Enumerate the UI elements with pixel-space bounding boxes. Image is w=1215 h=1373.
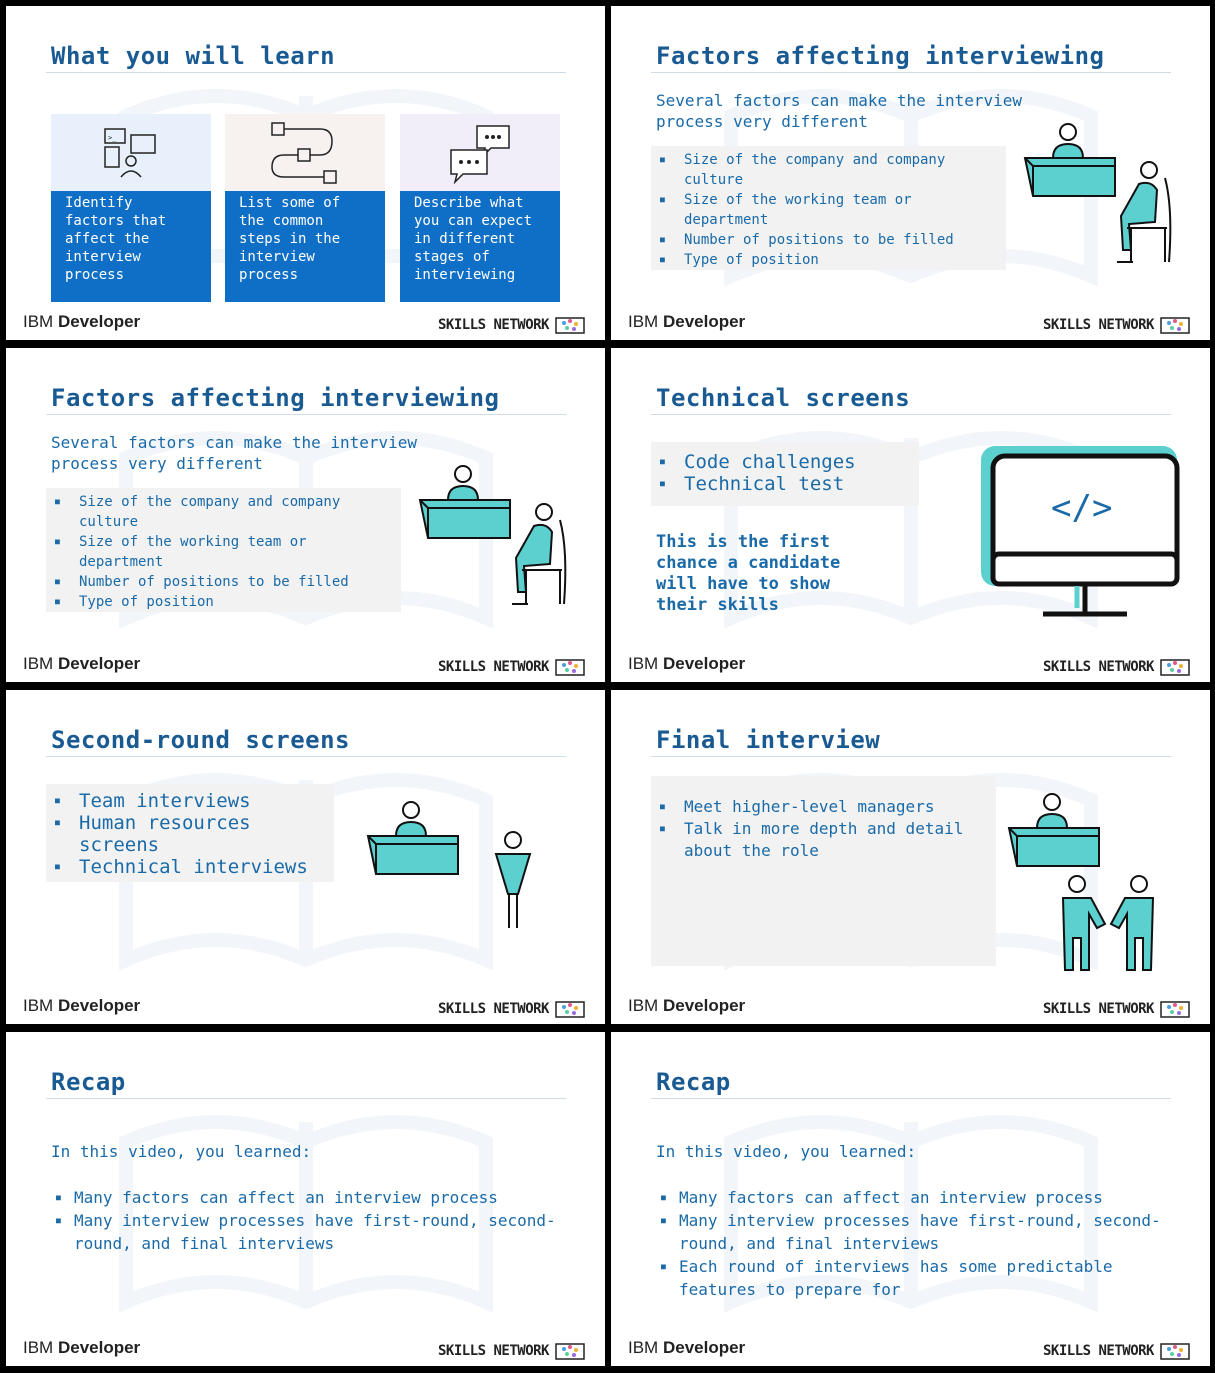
skills-network-icon <box>555 1342 585 1360</box>
list-item: ■ Each round of interviews has some predictable features to prepare for <box>679 1255 1179 1301</box>
skills-network-icon <box>1160 658 1190 676</box>
factor-list <box>651 146 1006 270</box>
title-divider <box>46 72 566 73</box>
skills-network-logo: SKILLS NETWORK <box>1043 1000 1190 1018</box>
recap-intro: In this video, you learned: <box>656 1142 917 1161</box>
chat-bubbles-icon <box>447 122 513 184</box>
desk-interviewer-icon <box>1007 790 1107 880</box>
skills-network-icon <box>555 316 585 334</box>
slide-title: Factors affecting interviewing <box>51 384 500 412</box>
screen-list <box>651 442 919 506</box>
slide-subtitle: Several factors can make the interview process very different <box>51 433 418 473</box>
standing-person-icon <box>488 830 538 930</box>
title-divider <box>651 414 1171 415</box>
slide-factors-affecting-2 <box>6 348 605 682</box>
slide-recap-2 <box>611 1032 1210 1366</box>
screen-list <box>46 784 334 882</box>
recap-list <box>679 1186 1179 1301</box>
slide-recap-1 <box>6 1032 605 1366</box>
list-item: ■ Size of the company and company culture <box>79 492 393 532</box>
slide-what-you-will-learn <box>6 6 605 340</box>
card-image <box>51 114 211 191</box>
ibm-developer-logo: IBM Developer <box>628 996 746 1015</box>
desk-interviewer-icon <box>418 462 518 552</box>
card-image <box>400 114 560 191</box>
card-text: Identify factors that affect the interview process <box>51 191 211 302</box>
learn-card-1 <box>51 114 211 302</box>
final-interview-list <box>651 776 996 966</box>
list-item: ■ Number of positions to be filled <box>684 230 998 250</box>
title-divider <box>651 72 1171 73</box>
list-item: ■ Many interview processes have first-round, second-round, and final interviews <box>74 1209 574 1255</box>
skills-network-icon <box>1160 1000 1190 1018</box>
slide-title: Recap <box>656 1068 731 1096</box>
list-item: ■ Code challenges <box>684 451 911 473</box>
ibm-developer-logo: IBM Developer <box>23 1338 141 1357</box>
list-item: ■ Number of positions to be filled <box>79 572 393 592</box>
slide-title: Recap <box>51 1068 126 1096</box>
skills-network-logo: SKILLS NETWORK <box>1043 658 1190 676</box>
slide-second-round-screens <box>6 690 605 1024</box>
skills-network-logo: SKILLS NETWORK <box>438 1000 585 1018</box>
list-item: ■ Many factors can affect an interview process <box>74 1186 574 1209</box>
list-item: ■ Many factors can affect an interview process <box>679 1186 1179 1209</box>
desk-interviewer-icon <box>1023 120 1123 210</box>
svg-text:>_: >_ <box>108 133 117 142</box>
list-item: ■ Size of the working team or department <box>79 532 393 572</box>
slide-title: Factors affecting interviewing <box>656 42 1105 70</box>
title-divider <box>651 1098 1171 1099</box>
title-divider <box>46 756 566 757</box>
list-item: ■ Talk in more depth and detail about the role <box>684 818 986 862</box>
recap-list <box>74 1186 574 1255</box>
slide-technical-screens <box>611 348 1210 682</box>
skills-network-logo: SKILLS NETWORK <box>438 658 585 676</box>
seated-candidate-icon <box>1109 158 1179 268</box>
ibm-developer-logo: IBM Developer <box>23 654 141 673</box>
skills-network-logo: SKILLS NETWORK <box>438 316 585 334</box>
list-item: ■ Technical interviews <box>79 856 326 878</box>
first-chance-note: This is the first chance a candidate will have to show their skills <box>656 532 841 615</box>
list-item: ■ Technical test <box>684 473 911 495</box>
list-item: ■ Type of position <box>79 592 393 612</box>
skills-network-logo: SKILLS NETWORK <box>1043 316 1190 334</box>
skills-network-logo: SKILLS NETWORK <box>438 1342 585 1360</box>
list-item: ■ Team interviews <box>79 790 326 812</box>
slide-title: Second-round screens <box>51 726 350 754</box>
factor-list <box>46 488 401 612</box>
learn-card-2 <box>225 114 385 302</box>
title-divider <box>651 756 1171 757</box>
slide-title: Final interview <box>656 726 881 754</box>
list-item: ■ Many interview processes have first-round, second-round, and final interviews <box>679 1209 1179 1255</box>
developer-screens-icon <box>101 125 161 181</box>
desk-interviewer-icon <box>366 798 466 888</box>
list-item: ■ Type of position <box>684 250 998 270</box>
ibm-developer-logo: IBM Developer <box>628 312 746 331</box>
ibm-developer-logo: IBM Developer <box>23 996 141 1015</box>
seated-candidate-icon <box>504 500 574 610</box>
title-divider <box>46 1098 566 1099</box>
code-glyph: </> <box>1051 488 1113 528</box>
skills-network-icon <box>1160 316 1190 334</box>
skills-network-icon <box>555 658 585 676</box>
ibm-developer-logo: IBM Developer <box>628 1338 746 1357</box>
list-item: ■ Size of the working team or department <box>684 190 998 230</box>
skills-network-icon <box>555 1000 585 1018</box>
list-item: ■ Human resources screens <box>79 812 326 856</box>
recap-intro: In this video, you learned: <box>51 1142 312 1161</box>
list-item: ■ Size of the company and company culture <box>684 150 998 190</box>
slide-title: What you will learn <box>51 42 336 70</box>
list-item: ■ Meet higher-level managers <box>684 796 986 818</box>
slide-subtitle: Several factors can make the interview process very different <box>656 91 1023 131</box>
learn-card-3 <box>400 114 560 302</box>
slide-final-interview <box>611 690 1210 1024</box>
slide-factors-affecting-1 <box>611 6 1210 340</box>
ibm-developer-logo: IBM Developer <box>23 312 141 331</box>
card-image <box>225 114 385 191</box>
card-text: List some of the common steps in the interview process <box>225 191 385 302</box>
title-divider <box>46 414 566 415</box>
skills-network-logo: SKILLS NETWORK <box>1043 1342 1190 1360</box>
ibm-developer-logo: IBM Developer <box>628 654 746 673</box>
card-text: Describe what you can expect in different stages of interviewing <box>400 191 560 302</box>
process-flow-icon <box>270 121 340 185</box>
handshake-icon <box>1057 874 1167 974</box>
slide-title: Technical screens <box>656 384 911 412</box>
computer-monitor-icon <box>981 446 1183 621</box>
skills-network-icon <box>1160 1342 1190 1360</box>
